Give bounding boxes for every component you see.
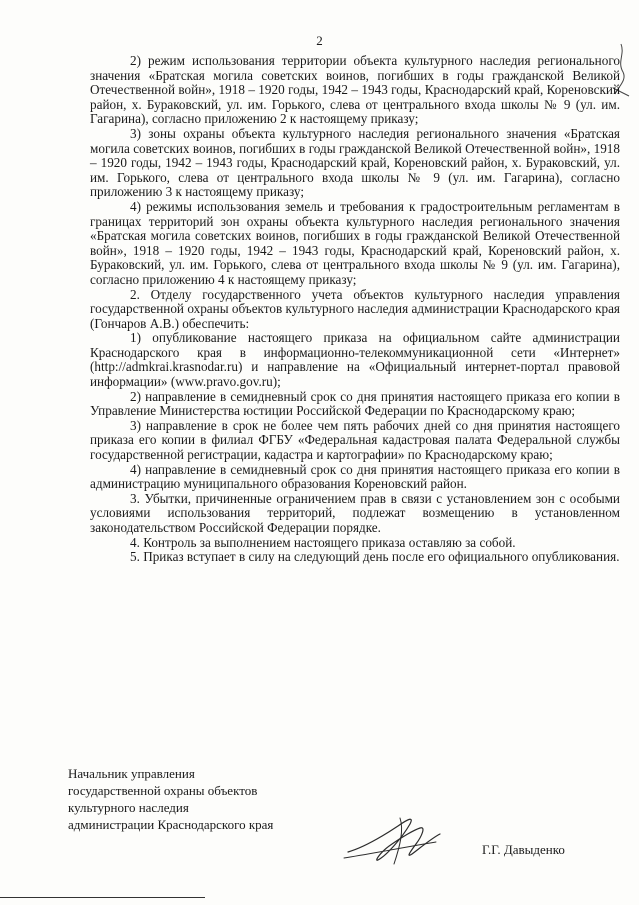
signatory-title-line: культурного наследия xyxy=(68,800,189,815)
signatory-title xyxy=(68,765,273,833)
signatory-name: Г.Г. Давыденко xyxy=(482,842,565,857)
paragraph-subitem-2: 2) направление в семидневный срок со дня принятия настоящего приказа его копии в Управление Министерства юстиции Российской Федерации по Краснодарскому краю; xyxy=(90,388,620,419)
paragraph-section-4: 4. Контроль за выполнением настоящего приказа оставляю за собой. xyxy=(130,534,516,550)
document-body xyxy=(90,54,620,565)
signatory-title-line: администрации Краснодарского края xyxy=(68,817,274,832)
paragraph-subitem-3: 3) направление в срок не более чем пять рабочих дней со дня принятия настоящего приказа его копии в филиал ФГБУ «Федеральная кадастровая палата Федеральной службы государственной регистрации, кадастра и картографии» по Краснодарскому краю; xyxy=(90,417,620,463)
paragraph-section-2: 2. Отделу государственного учета объектов культурного наследия управления государственной охраны объектов культурного наследия администрации Краснодарского края (Гончаров А.В.) обеспечить: xyxy=(90,286,620,331)
handwritten-signature xyxy=(340,808,450,870)
paragraph-subitem-1: 1) опубликование настоящего приказа на официальном сайте администрации Краснодарского края в информационно-телекоммуникационной сети «Интернет» (http://admkrai.krasnodar.ru) и направление на «Официальный интернет-портал правовой информации» (www.pravo.gov.ru); xyxy=(90,330,620,390)
paragraph-subitem-4: 4) направление в семидневный срок со дня принятия настоящего приказа его копии в администрацию муниципального образования Кореновский район. xyxy=(90,461,620,492)
page-number: 2 xyxy=(316,33,323,48)
paragraph-item-3: 3) зоны охраны объекта культурного наследия регионального значения «Братская могила советских воинов, погибших в годы гражданской Великой Отечественной войн», 1918 – 1920 годы, 1942 – 1943 годы, Краснодарский край, Кореновский район, х. Бураковский, ул. им. Горького, слева от центрального входа школы № 9 (ул. им. Гагарина), согласно приложению 3 к настоящему приказу; xyxy=(90,125,620,200)
paragraph-item-4: 4) режимы использования земель и требования к градостроительным регламентам в границах территорий зон охраны объекта культурного наследия регионального значения «Братская могила советских воинов, погибших в годы гражданской Великой Отечественной войн», 1918 – 1920 годы, 1942 – 1943 годы, Краснодарский край, Кореновский район, х. Бураковский, ул. им. Горького, слева от центрального входа школы № 9 (ул. им. Гагарина), согласно приложению 4 к настоящему приказу; xyxy=(90,198,620,287)
paragraph-item-2: 2) режим использования территории объекта культурного наследия регионального значения «Братская могила советских воинов, погибших в годы гражданской Великой Отечественной войн», 1918 – 1920 годы, 1942 – 1943 годы, Краснодарский край, Кореновский район, х. Бураковский, ул. им. Горького, слева от центрального входа школы № 9 (ул. им. Гагарина), согласно приложению 2 к настоящему приказу; xyxy=(90,53,620,127)
bottom-divider xyxy=(0,897,205,898)
signatory-title-line: государственной охраны объектов xyxy=(68,783,258,798)
signatory-title-line: Начальник управления xyxy=(68,766,195,781)
paragraph-section-3: 3. Убытки, причиненные ограничением прав в связи с установлением зон с особыми условиями использования территорий, подлежат возмещению в установленном законодательством Российской Федерации порядке. xyxy=(90,490,620,535)
paragraph-section-5: 5. Приказ вступает в силу на следующий день после его официального опубликования. xyxy=(130,549,620,565)
